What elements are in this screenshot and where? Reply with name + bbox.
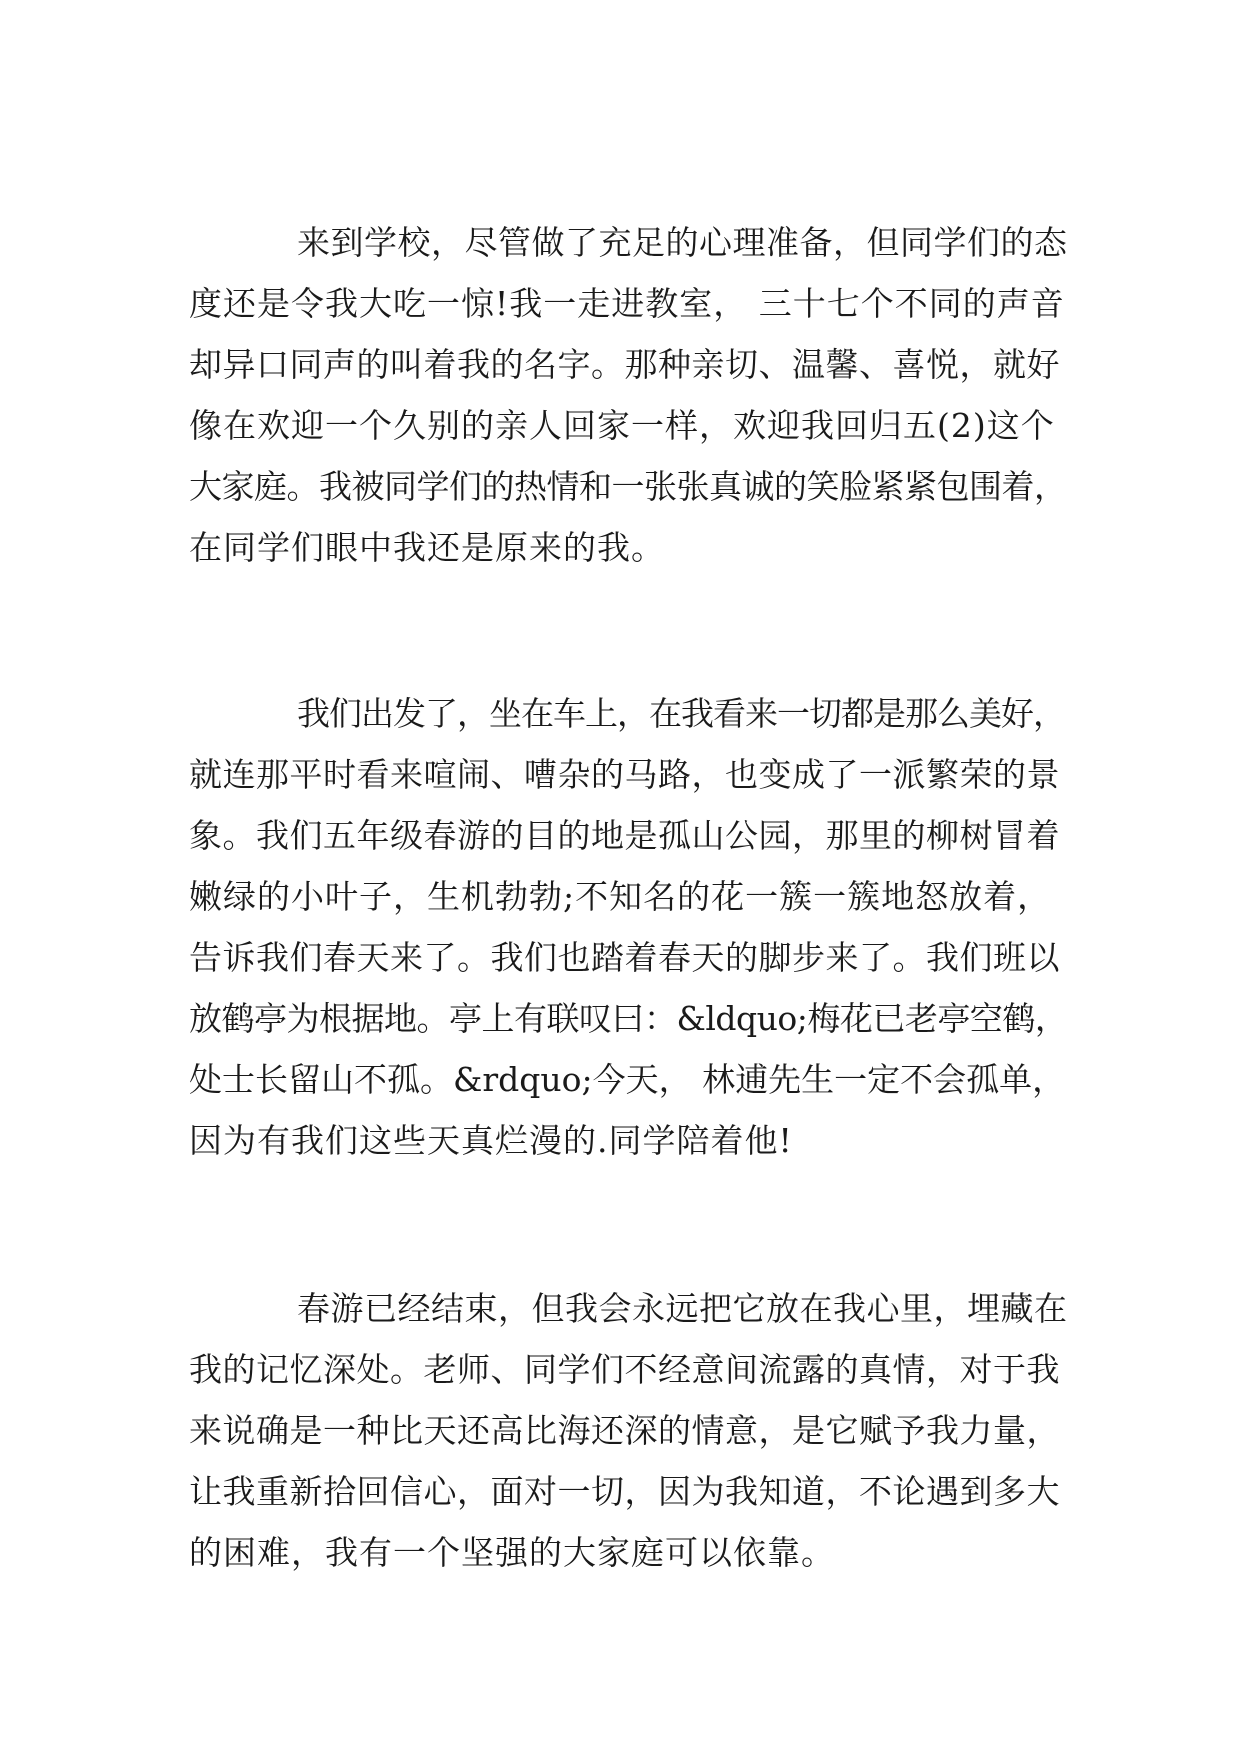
text-line: 就连那平时看来喧闹、嘈杂的马路，也变成了一派繁荣的景 bbox=[189, 755, 1060, 794]
paragraph-spring-outing bbox=[189, 683, 1069, 1171]
text-line: 却异口同声的叫着我的名字。那种亲切、温馨、喜悦，就好 bbox=[189, 345, 1060, 384]
text-line: 我的记忆深处。老师、同学们不经意间流露的真情，对于我 bbox=[189, 1350, 1060, 1389]
paragraph-arrival-at-school bbox=[189, 212, 1069, 578]
text-line: 在同学们眼中我还是原来的我。 bbox=[189, 528, 665, 567]
text-line: 象。我们五年级春游的目的地是孤山公园，那里的柳树冒着 bbox=[189, 816, 1060, 855]
text-line: 让我重新拾回信心，面对一切，因为我知道，不论遇到多大 bbox=[189, 1472, 1060, 1511]
text-line: 因为有我们这些天真烂漫的.同学陪着他! bbox=[189, 1121, 793, 1160]
text-line: 来说确是一种比天还高比海还深的情意，是它赋予我力量， bbox=[189, 1411, 1060, 1450]
text-line: 度还是令我大吃一惊!我一走进教室， 三十七个不同的声音 bbox=[189, 284, 1065, 323]
paragraph-conclusion bbox=[189, 1278, 1069, 1583]
text-line: 大家庭。我被同学们的热情和一张张真诚的笑脸紧紧包围着， bbox=[189, 467, 1067, 506]
text-line: 处士长留山不孤。&rdquo;今天， 林逋先生一定不会孤单， bbox=[189, 1060, 1066, 1099]
text-line: 我们出发了，坐在车上，在我看来一切都是那么美好， bbox=[297, 694, 1065, 733]
text-line: 春游已经结束，但我会永远把它放在我心里，埋藏在 bbox=[297, 1289, 1068, 1328]
text-line: 的困难，我有一个坚强的大家庭可以依靠。 bbox=[189, 1533, 835, 1572]
text-line: 来到学校，尽管做了充足的心理准备，但同学们的态 bbox=[297, 223, 1068, 262]
text-line: 放鹤亭为根据地。亭上有联叹曰：&ldquo;梅花已老亭空鹤， bbox=[189, 999, 1068, 1038]
text-line: 告诉我们春天来了。我们也踏着春天的脚步来了。我们班以 bbox=[189, 938, 1060, 977]
text-line: 像在欢迎一个久别的亲人回家一样，欢迎我回归五(2)这个 bbox=[189, 406, 1055, 445]
text-line: 嫩绿的小叶子，生机勃勃;不知名的花一簇一簇地怒放着， bbox=[189, 877, 1052, 916]
